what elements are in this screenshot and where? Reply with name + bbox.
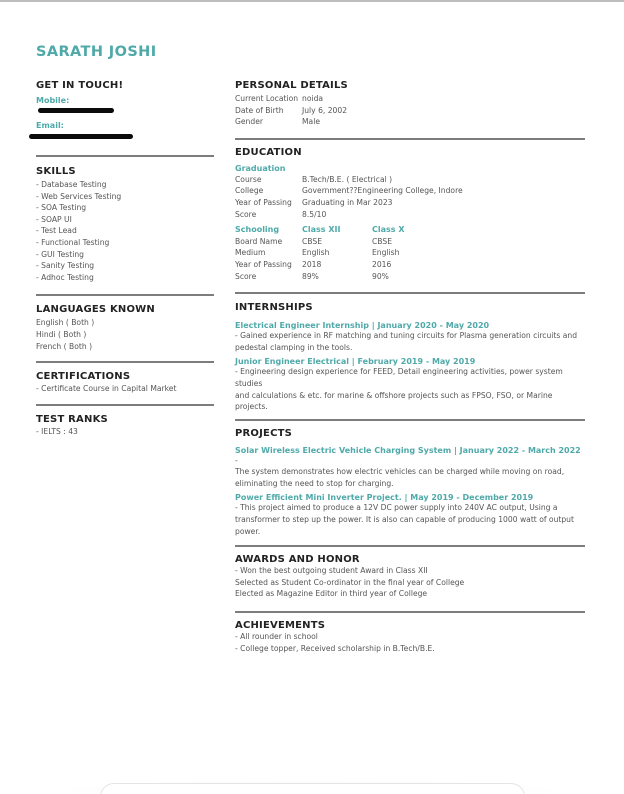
- field-value: Male: [302, 117, 320, 127]
- award-line: - Won the best outgoing student Award in Class XII: [235, 566, 428, 576]
- mobile-value-redacted: [38, 108, 114, 113]
- field-label: Score: [235, 271, 257, 281]
- field-value: 90%: [372, 271, 389, 281]
- divider: [36, 155, 214, 157]
- projects-section: [235, 428, 585, 538]
- field-value: 8.5/10: [302, 209, 327, 219]
- candidate-name: SARATH JOSHI: [36, 44, 157, 60]
- left-column: [36, 80, 214, 437]
- divider: [235, 138, 585, 140]
- achievement-line: - College topper, Received scholarship in B.Tech/B.E.: [235, 643, 435, 653]
- section-title-personal: PERSONAL DETAILS: [235, 80, 348, 91]
- personal-details-section: [235, 80, 585, 128]
- internship-heading: Electrical Engineer Internship | January 2020 - May 2020: [235, 321, 490, 331]
- field-value: July 6, 2002: [302, 105, 348, 115]
- divider: [36, 404, 214, 406]
- divider: [235, 611, 585, 613]
- project-line: The system demonstrates how electric vehicles can be charged while moving on road,: [235, 467, 565, 477]
- field-label: Year of Passing: [235, 259, 292, 269]
- top-border: [0, 0, 624, 2]
- schooling-header: Schooling: [235, 225, 280, 235]
- certifications-section: [36, 371, 214, 395]
- field-value: Graduating in Mar 2023: [302, 197, 393, 207]
- project-heading: Power Efficient Mini Inverter Project. | May 2019 - December 2019: [235, 493, 534, 503]
- schooling-table: [235, 224, 585, 282]
- achievements-section: [235, 620, 585, 654]
- field-value: CBSE: [372, 236, 392, 246]
- field-label: Course: [235, 174, 262, 184]
- language-item: English ( Both ): [36, 318, 95, 328]
- graduation-row: [235, 209, 585, 221]
- section-title-skills: SKILLS: [36, 166, 76, 177]
- field-label: Board Name: [235, 236, 283, 246]
- award-line: Selected as Student Co-ordinator in the final year of College: [235, 577, 465, 587]
- field-value: 2018: [302, 259, 322, 269]
- skill-item: - SOAP UI: [36, 214, 72, 224]
- internship-line: and calculations & etc. for marine & offshore projects such as FPSO, FSO, or Marine projects.: [235, 390, 553, 412]
- field-label: Date of Birth: [235, 105, 284, 115]
- field-value: Government??Engineering College, Indore: [302, 186, 463, 196]
- personal-row: [235, 93, 585, 105]
- section-title-education: EDUCATION: [235, 146, 302, 158]
- achievement-line: - All rounder in school: [235, 632, 318, 642]
- mobile-label: Mobile:: [36, 96, 70, 105]
- language-item: Hindi ( Both ): [36, 329, 87, 339]
- skill-item: - Database Testing: [36, 180, 107, 189]
- awards-section: [235, 554, 585, 600]
- field-label: Score: [235, 209, 257, 219]
- skill-item: - Web Services Testing: [36, 191, 122, 201]
- section-title-test-ranks: TEST RANKS: [36, 413, 108, 425]
- divider: [235, 292, 585, 294]
- certification-item: - Certificate Course in Capital Market: [36, 384, 177, 394]
- field-value: English: [372, 248, 400, 258]
- skills-section: [36, 166, 214, 283]
- contact-section: [36, 80, 214, 139]
- internship-line: pedestal clamping in the tools.: [235, 342, 353, 352]
- field-label: Year of Passing: [235, 197, 292, 207]
- project-line: transformer to step up the power. It is also can capable of producing 1000 watt of output: [235, 515, 574, 525]
- skill-item: - Functional Testing: [36, 237, 110, 247]
- field-value: noida: [302, 94, 324, 103]
- section-title-certifications: CERTIFICATIONS: [36, 371, 131, 383]
- language-item: French ( Both ): [36, 341, 93, 351]
- internship-line: - Engineering design experience for FEED, Detail engineering activities, power system studies: [235, 367, 563, 388]
- divider: [235, 419, 585, 421]
- graduation-row: [235, 174, 585, 186]
- graduation-row: [235, 185, 585, 197]
- section-title-internships: INTERNSHIPS: [235, 302, 313, 314]
- languages-section: [36, 304, 214, 352]
- divider: [36, 294, 214, 296]
- section-title-awards: AWARDS AND HONOR: [235, 554, 360, 566]
- internship-line: - Gained experience in RF matching and tuning circuits for Plasma generation circuits and: [235, 331, 578, 341]
- skill-item: - Adhoc Testing: [36, 272, 94, 282]
- right-column: [235, 80, 585, 654]
- divider: [235, 545, 585, 547]
- section-title-contact: GET IN TOUCH!: [36, 80, 124, 91]
- project-heading: Solar Wireless Electric Vehicle Charging System | January 2022 - March 2022: [235, 445, 581, 455]
- email-value-redacted: [29, 134, 133, 139]
- skill-item: - GUI Testing: [36, 249, 84, 259]
- field-value: 2016: [372, 259, 392, 269]
- bottom-sheet-edge: [100, 783, 525, 794]
- field-label: Current Location: [235, 94, 299, 103]
- field-value: English: [302, 248, 330, 258]
- project-line: - This project aimed to produce a 12V DC power supply into 240V AC output, Using a: [235, 503, 558, 513]
- graduation-row: [235, 197, 585, 209]
- graduation-title: Graduation: [235, 163, 286, 173]
- divider: [36, 361, 214, 363]
- field-label: Gender: [235, 117, 263, 127]
- award-line: Elected as Magazine Editor in third year of College: [235, 589, 428, 599]
- section-title-languages: LANGUAGES KNOWN: [36, 304, 155, 316]
- internship-heading: Junior Engineer Electrical | February 2019 - May 2019: [235, 357, 476, 367]
- field-value: CBSE: [302, 236, 322, 246]
- skill-item: - Test Lead: [36, 226, 77, 236]
- email-label: Email:: [36, 121, 64, 130]
- internships-section: [235, 302, 585, 413]
- class-xii-header: Class XII: [302, 225, 341, 235]
- personal-row: [235, 105, 585, 117]
- field-value: B.Tech/B.E. ( Electrical ): [302, 174, 393, 184]
- section-title-projects: PROJECTS: [235, 427, 293, 439]
- project-line: -: [235, 455, 238, 465]
- project-line: power.: [235, 526, 261, 536]
- field-value: 89%: [302, 271, 319, 281]
- field-label: Medium: [235, 248, 266, 258]
- test-rank-item: - IELTS : 43: [36, 426, 78, 436]
- class-x-header: Class X: [372, 225, 405, 235]
- personal-row: [235, 116, 585, 128]
- skill-item: - Sanity Testing: [36, 261, 95, 271]
- section-title-achievements: ACHIEVEMENTS: [235, 620, 326, 632]
- project-line: eliminating the need to stop for charging.: [235, 478, 394, 488]
- test-ranks-section: [36, 414, 214, 438]
- skill-item: - SOA Testing: [36, 203, 87, 213]
- field-label: College: [235, 186, 264, 196]
- education-section: [235, 147, 585, 282]
